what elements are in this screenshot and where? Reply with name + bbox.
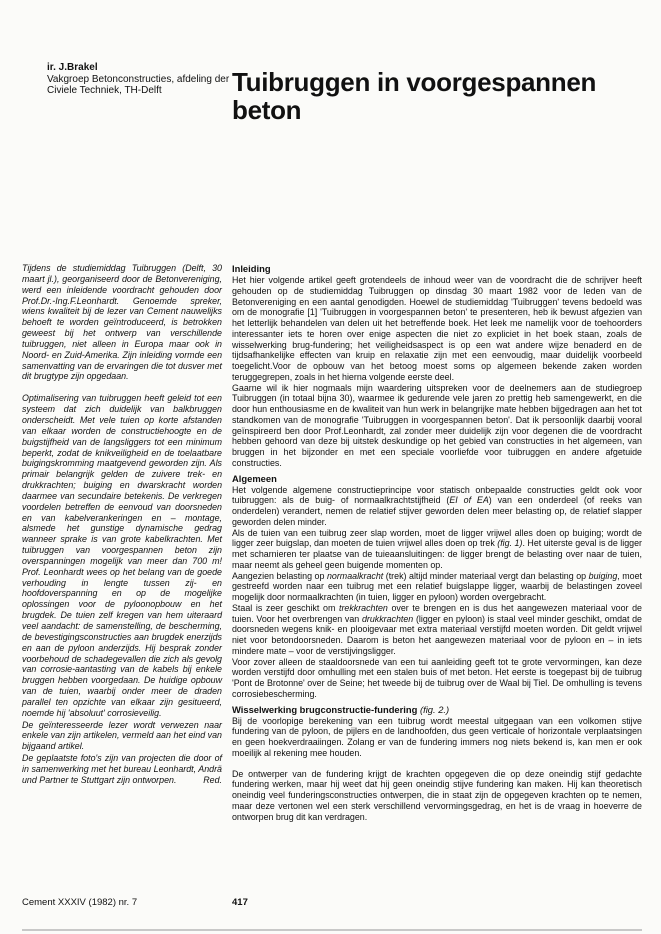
paragraph-gap [232, 759, 642, 769]
text-run: Staal is zeer geschikt om [232, 602, 339, 613]
sidebar-paragraph-1: Tijdens de studiemiddag Tuibruggen (Delft, 30 maart jl.), georganiseerd door de Betonvereniging, werd een inleidende voordracht gehouden door Prof.Dr.-Ing.F.Leonhardt. Genoemde spreker, wiens kwaliteit bij de lezer van Cement nauwelijks behoeft te worden geïntroduceerd, is betrokken geweest bij het ontwerp van verschillende tuibruggen, niet alleen in Europa maar ook in Noord- en Zuid-Amerika. Zijn inleiding vormde een samenvatting van de ervaringen die tot dusver met dit brugtype zijn opgedaan. [22, 263, 222, 382]
section-heading-inleiding: Inleiding [232, 263, 271, 274]
figure-reference: (fig. 2.) [419, 703, 450, 715]
algemeen-paragraph-3 [232, 571, 642, 603]
text-run: (ligger en pyloon) is staal veel minder geschikt, omdat de doorsneden wegens knik- en plooigevaar met extra materiaal verstijfd moeten worden. Dit geldt vrijwel niet voor betondoorsneden. Daarom is beton het aangewezen materiaal voor de pyloon en – in iets mindere mate – voor de verstijvingsligger. [232, 613, 642, 656]
section-heading-text: Wisselwerking brugconstructie-fundering [232, 703, 418, 715]
page-edge-divider [22, 929, 642, 931]
text-run: over te brengen en is dus het aangewezen materiaal voor de tuien. Voor het overbrengen van [232, 602, 642, 624]
text-run: Als de tuien van een tuibrug zeer slap worden, moet de ligger vrijwel alles doen op buiging; wordt de ligger zeer buigslap, dan moeten de tuien vrijwel alles doen op trek [232, 527, 642, 549]
inleiding-paragraph-2: Gaarne wil ik hier nogmaals mijn waardering uitspreken voor de deelnemers aan de studiegroep Tuibruggen (in totaal bijna 30), waarmee ik gedurende vele jaren zo prettig heb samengewerkt, en die door hun enthousiasme en de kwaliteit van hun werk in belangrijke mate hebben bijgedragen aan het tot standkomen van de monografie 'Tuibruggen in voorgespannen beton'. Dat ik persoonlijk daarbij vooral geïnspireerd ben door Prof.Leonhardt, zal zonder meer duidelijk zijn voor degenen die de voordracht hebben gehoord van deze bij uitstek deskundige op het gebied van constructies in het algemeen, van bruggen in het bijzonder en met een speciale voorliefde voor tuibruggen en andere afgetuide constructies. [232, 382, 642, 468]
section-heading-wisselwerking [232, 704, 642, 716]
main-text-column [232, 263, 642, 822]
wisselwerking-paragraph-1: Bij de voorlopige berekening van een tuibrug wordt meestal uitgegaan van een volkomen stijve fundering van de pyloon, de pijlers en de landhoofden, dus geen verticale of horizontale verplaatsingen en geen hoekverdraaiingen. Zolang er van de fundering immers nog niets bekend is, kan men er ook moeilijk al rekening mee houden. [232, 715, 642, 758]
text-run: , moet gestreefd worden naar een tuibrug met een relatief buigslappe ligger, waarbij de belastingen zoveel mogelijk door normaalkrachten (in tuien, ligger en pyloon) worden overgebracht. [232, 570, 643, 602]
article-title-line1: Tuibruggen in voorgespannen [232, 67, 597, 97]
text-run: . Het uiterste geval is de ligger met scharnieren ter plaatse van de tuieaansluitingen: de ligger brengt de belasting over naar de tuien, maar neemt als geheel geen buigende momenten op. [232, 538, 642, 570]
author-affiliation-line1: Vakgroep Betonconstructies, afdeling der [47, 73, 230, 85]
page-number: 417 [232, 897, 248, 908]
text-run-italic: drukkrachten [361, 613, 414, 624]
author-name: ir. J.Brakel [47, 62, 98, 73]
algemeen-paragraph-2 [232, 528, 642, 571]
algemeen-paragraph-1 [232, 485, 642, 528]
author-block [47, 62, 232, 97]
sidebar-signature: Red. [203, 774, 222, 785]
text-run-italic: buiging [588, 570, 618, 581]
section-heading-algemeen: Algemeen [232, 472, 277, 484]
sidebar-paragraph-3: De geïnteresseerde lezer wordt verwezen naar enkele van zijn artikelen, vermeld aan het eind van bijgaand artikel. [22, 719, 222, 752]
sidebar-paragraph-4 [22, 753, 222, 786]
article-title-line2: beton [232, 95, 302, 125]
wisselwerking-paragraph-2: De ontwerper van de fundering krijgt de krachten opgegeven die op deze oneindig stijf gedachte fundering werken, maar hij weet dat hij geen oneindig stijve fundering kan maken. Hij kan theoretisch oneindig veel funderingsconstructies ontwerpen, die in staat zijn de opgegeven krachten op te nemen, maar deze vertonen wel een sterk verschillend vervormingsgedrag, en het is de vraag in hoeverre de ontworpen brug dit kan verdragen. [232, 768, 642, 822]
text-run: Aangezien belasting op [232, 570, 327, 581]
article-title [232, 68, 632, 124]
editorial-sidebar [22, 263, 222, 787]
text-run-italic: trekkrachten [338, 602, 388, 613]
text-run: ) van een onderdeel (of reeks van onderdelen) verandert, nemen de relatief stijver geworden delen meer belasting op, de relatief slapper geworden delen minder. [232, 495, 642, 527]
text-run: (trek) altijd minder materiaal vergt dan belasting op [383, 570, 589, 581]
inleiding-paragraph-1: Het hier volgende artikel geeft grotendeels de inhoud weer van de voordracht die de schrijver heeft gehouden op de studiemiddag Tuibruggen op dinsdag 30 maart 1982 voor de leden van de Betonvereniging en een aantal genodigden. Hoewel de studiemiddag 'Tuibruggen' tevens bedoeld was om de monografie [1] 'Tuibruggen in voorgespannen beton' te presenteren, heb ik bewust afgezien van het letterlijk behandelen van delen uit het betreffende boek. Het leek me namelijk voor de toehoorders interessanter iets te horen over enige aspecten die niet zo expliciet in het boek staan, zoals de wisselwerking brug-fundering; het veiligheidsaspect is op een wat andere wijze benaderd en de tijdsafhankelijke effecten van kruip en relaxatie zijn met een eenvoudig, maar duidelijk voorbeeld toegelicht.Voor de opbouw van het betoog moest soms op algemeen bekende zaken worden teruggegrepen, zoals in het hierna volgende eerste deel. [232, 275, 642, 382]
sidebar-paragraph-2: Optimalisering van tuibruggen heeft geleid tot een systeem dat zich duidelijk van balkbruggen onderscheidt. Met vele tuien op korte afstanden van elkaar worden de constructiehoogte en de buigstijfheid van de langsliggers tot een minimum beperkt, zodat de knikveiligheid en de toelaatbare buigingskromming maatgevend geworden zijn. Als primair belangrijk gelden de zuivere trek- en drukkrachten; buiging en dwarskracht worden daarmee van secundaire betekenis. De verkregen voordelen betreffen de eenvoud van doorsneden en van kabelverankeringen en – montage, alsmede het gunstige dynamische gedrag wanneer sprake is van grote kabelkrachten. Met tuibruggen van voorgespannen beton zijn overspanningen mogelijk van meer dan 700 m! Prof. Leonhardt wees op het belang van de goede verhouding in lengte tussen zij- en hoofdoverspanning en op de mogelijke oplossingen voor de pyloonopbouw en het brugdek. De tuien zelf kregen van hem uiteraard veel aandacht: de samenstelling, de bescherming, de bevestigingsconstructies aan brugdek enerzijds en aan de pyloon anderzijds. Hij besprak zonder voorbehoud de schadegevallen die zich als gevolg van corrosie-aantasting van de kabels bij enkele bruggen hebben voorgedaan. De huidige opbouw van de tuien, waarbij onder meer de draden parallel ten opzichte van elkaar zijn gesitueerd, noemde hij 'absoluut' corrosieveilig. [22, 393, 222, 718]
figure-reference: (fig. 1) [497, 538, 523, 549]
journal-footer: Cement XXXIV (1982) nr. 7 [22, 897, 138, 908]
text-run-italic: normaalkracht [326, 570, 384, 581]
author-affiliation-line2: Civiele Techniek, TH-Delft [47, 85, 162, 96]
text-run-italic: EI of EA [449, 495, 489, 506]
algemeen-paragraph-4 [232, 603, 642, 657]
text-run: Het volgende algemene constructieprincipe voor statisch onbepaalde constructies geldt ook voor tuibruggen: als de buig- of normaalkrachtstijfheid ( [232, 484, 642, 506]
sidebar-paragraph-4-text: De geplaatste foto's zijn van projecten die door of in samenwerking met het bureau Leonhardt, Andrä und Partner te Stuttgart zijn ontworpen. [22, 753, 222, 785]
algemeen-paragraph-5: Voor zover alleen de staaldoorsnede van een tui aanleiding geeft tot te grote vervormingen, kan deze worden verstijfd door omhulling met een stalen buis of met beton. Het eerste is toegepast bij de tuibrug 'Pont de Brotonne' over de Seine; het tweede bij de tuibrug over de Waal bij Tiel. De omhulling is tevens corrosiebescherming. [232, 656, 642, 699]
